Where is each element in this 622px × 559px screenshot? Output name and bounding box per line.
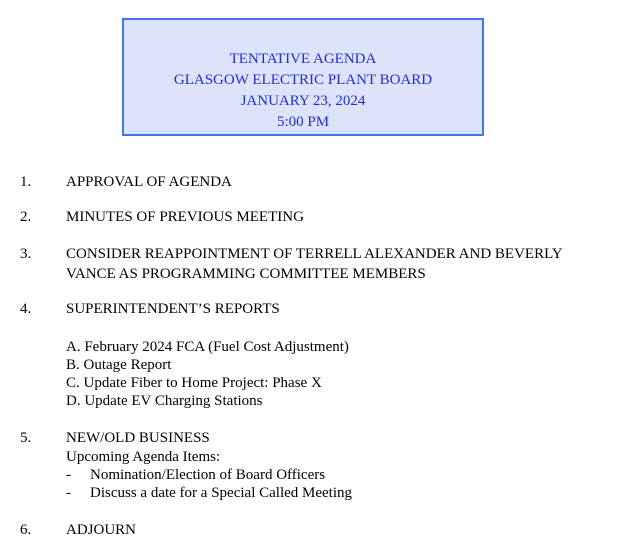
upcoming-item-text: Discuss a date for a Special Called Meeting bbox=[90, 485, 353, 501]
agenda-item-number: 4. bbox=[20, 301, 32, 317]
meeting-date: JANUARY 23, 2024 bbox=[240, 93, 366, 109]
agenda-item-text: NEW/OLD BUSINESS bbox=[66, 430, 210, 446]
organization-name: GLASGOW ELECTRIC PLANT BOARD bbox=[173, 72, 433, 88]
upcoming-items-label: Upcoming Agenda Items: bbox=[66, 449, 221, 465]
report-subitem: C. Update Fiber to Home Project: Phase X bbox=[66, 375, 322, 391]
dash-marker: - bbox=[66, 467, 71, 483]
agenda-item-number: 3. bbox=[20, 246, 32, 262]
report-subitem: B. Outage Report bbox=[66, 357, 172, 373]
agenda-item-text: CONSIDER REAPPOINTMENT OF TERRELL ALEXANDER AND BEVERLY VANCE AS PROGRAMMING COMMITTEE MEMBERS bbox=[66, 246, 563, 282]
agenda-item-text: SUPERINTENDENT’S REPORTS bbox=[66, 301, 280, 317]
upcoming-item bbox=[66, 466, 566, 484]
report-subitem: A. February 2024 FCA (Fuel Cost Adjustment) bbox=[66, 339, 349, 355]
agenda-item-text: APPROVAL OF AGENDA bbox=[66, 174, 232, 190]
agenda-item-number: 5. bbox=[20, 430, 32, 446]
upcoming-item bbox=[66, 484, 566, 502]
upcoming-item-text: Nomination/Election of Board Officers bbox=[90, 467, 326, 483]
agenda-item-number: 2. bbox=[20, 209, 32, 225]
agenda-header-box bbox=[122, 18, 484, 136]
agenda-item-number: 1. bbox=[20, 174, 32, 190]
meeting-time: 5:00 PM bbox=[276, 114, 330, 130]
agenda-item-text: ADJOURN bbox=[66, 522, 137, 538]
agenda-item-text: MINUTES OF PREVIOUS MEETING bbox=[66, 209, 304, 225]
dash-marker: - bbox=[66, 485, 71, 501]
report-subitem: D. Update EV Charging Stations bbox=[66, 393, 263, 409]
agenda-item-number: 6. bbox=[20, 522, 32, 538]
agenda-title: TENTATIVE AGENDA bbox=[229, 51, 377, 67]
